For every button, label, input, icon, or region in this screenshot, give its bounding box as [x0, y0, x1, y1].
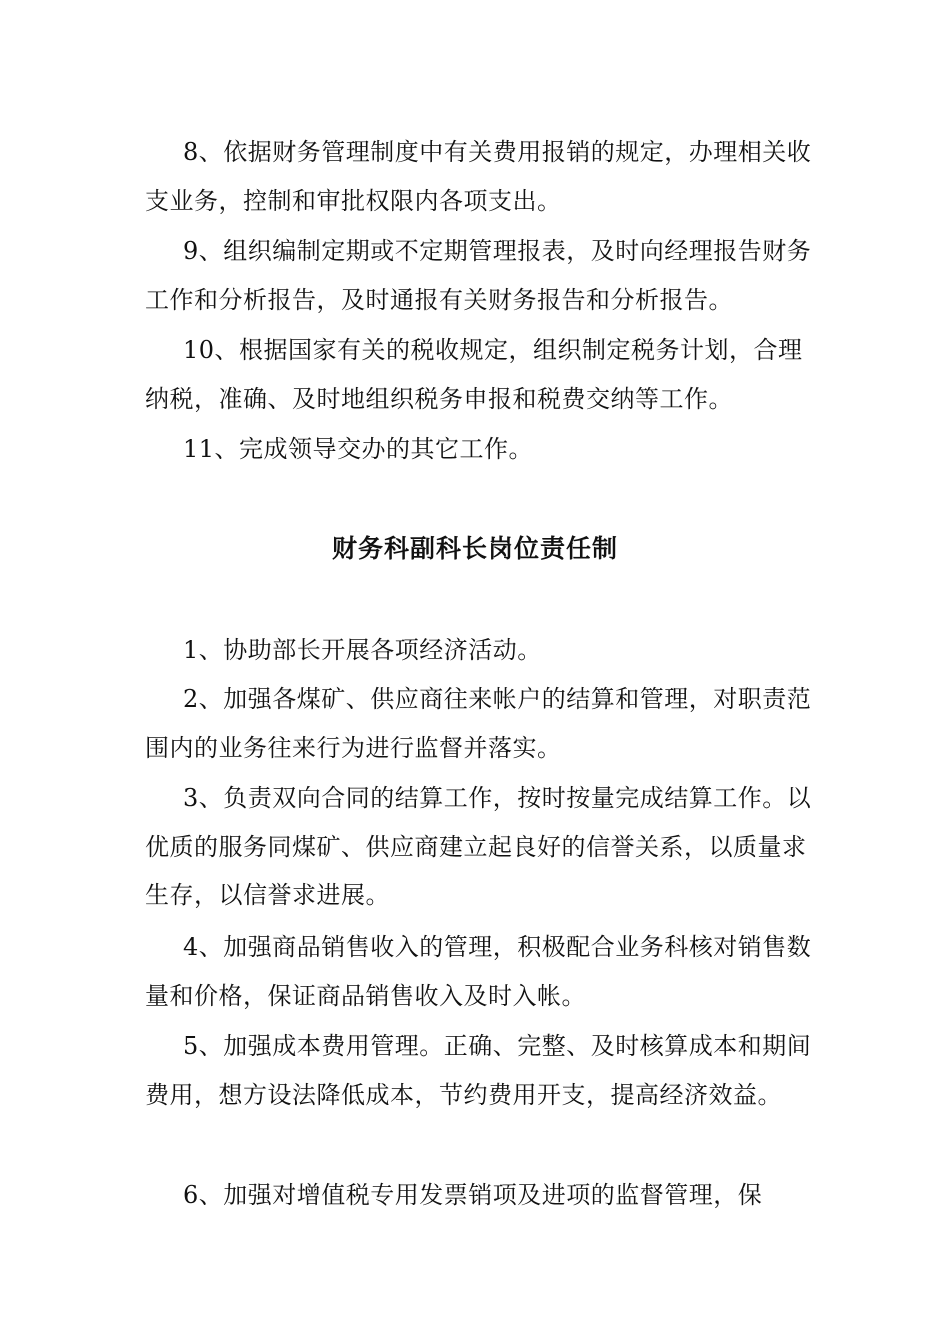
duty-item-8: 8、依据财务管理制度中有关费用报销的规定，办理相关收支业务，控制和审批权限内各项支出。: [145, 138, 812, 215]
deputy-duty-item-1: 1、协助部长开展各项经济活动。: [183, 636, 542, 664]
duty-item-10: 10、根据国家有关的税收规定，组织制定税务计划，合理纳税，准确、及时地组织税务申报和税费交纳等工作。: [145, 336, 803, 413]
deputy-duty-item-3: 3、负责双向合同的结算工作，按时按量完成结算工作。以优质的服务同煤矿、供应商建立起良好的信誉关系，以质量求生存，以信誉求进展。: [145, 784, 812, 909]
deputy-duty-item-4: 4、加强商品销售收入的管理，积极配合业务科核对销售数量和价格，保证商品销售收入及时入帐。: [145, 933, 812, 1010]
section-title: 财务科副科长岗位责任制: [331, 534, 618, 563]
duty-item-11: 11、完成领导交办的其它工作。: [183, 435, 534, 463]
deputy-duty-item-6: 6、加强对增值税专用发票销项及进项的监督管理，保: [183, 1181, 763, 1209]
duty-item-9: 9、组织编制定期或不定期管理报表，及时向经理报告财务工作和分析报告，及时通报有关财务报告和分析报告。: [145, 237, 812, 314]
deputy-duty-item-5: 5、加强成本费用管理。正确、完整、及时核算成本和期间费用，想方设法降低成本，节约费用开支，提高经济效益。: [145, 1032, 812, 1109]
deputy-duty-item-2: 2、加强各煤矿、供应商往来帐户的结算和管理，对职责范围内的业务往来行为进行监督并落实。: [145, 685, 812, 762]
